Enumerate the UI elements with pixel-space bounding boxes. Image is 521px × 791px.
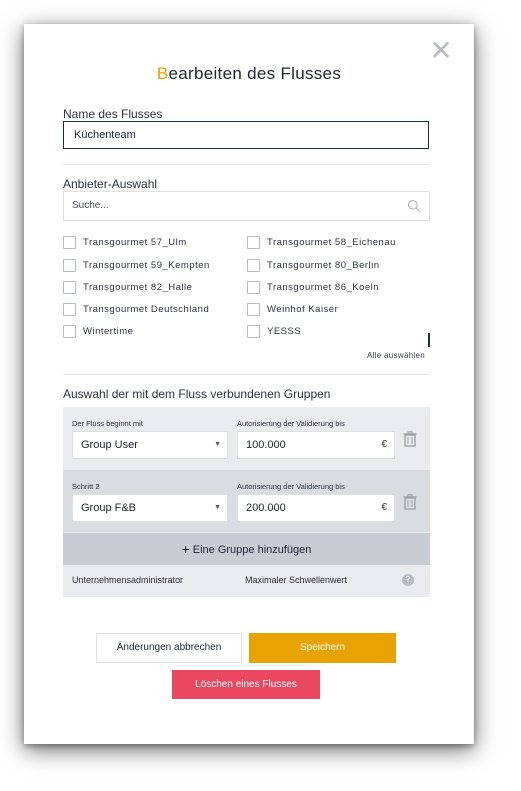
amount-label: Autorisierung der Validierung bis [237,419,345,428]
group-select[interactable] [72,494,228,522]
vendor-label: Weinhof Kaiser [267,303,339,315]
vendor-label: Wintertime [83,325,134,337]
chevron-down-icon: ▼ [214,504,221,511]
close-icon[interactable]: ✕ [429,35,453,66]
vendor-item[interactable] [63,302,209,316]
add-group-button[interactable] [63,533,430,565]
title-rest: earbeiten des Flusses [168,64,342,83]
amount-input[interactable] [237,494,395,522]
cancel-button[interactable]: Änderungen abbrechen [96,633,242,663]
checkbox[interactable] [247,236,260,249]
vendor-search-placeholder: Suche... [72,200,109,211]
vendor-item[interactable] [247,302,338,316]
flow-name-input[interactable]: Küchenteam [63,121,429,149]
trash-icon[interactable] [403,431,417,447]
checkbox[interactable] [63,303,76,316]
vendor-item[interactable] [63,235,187,249]
amount-label: Autorisierung der Validierung bis [237,482,345,491]
help-icon[interactable]: ? [402,574,414,586]
vendor-item[interactable] [247,324,301,338]
amount-value: 100.000 [246,439,286,451]
vendor-label: YESSS [267,325,302,337]
divider [63,164,430,165]
add-group-label: Eine Gruppe hinzufügen [192,544,312,556]
delete-flow-button[interactable]: Löschen eines Flusses [172,670,320,699]
vendor-item[interactable] [247,235,396,249]
vendor-label: Transgourmet 86_Koeln [267,281,380,293]
vendor-label: Transgourmet 57_Ulm [83,236,187,248]
groups-label: Auswahl der mit dem Fluss verbundenen Gruppen [63,387,331,401]
vendor-selection-label: Anbieter-Auswahl [63,177,158,191]
checkbox[interactable] [247,259,260,272]
amount-value: 200.000 [246,502,286,514]
vendor-list [63,232,431,348]
max-threshold-label: Maximaler Schwellenwert [245,575,348,585]
trash-icon[interactable] [403,494,417,510]
checkbox[interactable] [63,236,76,249]
vendor-item[interactable] [63,280,192,294]
vendor-item[interactable] [63,258,210,272]
select-all-link[interactable]: Alle auswählen [367,351,426,360]
search-icon [407,199,421,213]
group-select-value: Group User [81,439,138,451]
group-select-value: Group F&B [81,502,137,514]
vendor-label: Transgourmet Deutschland [83,303,210,315]
groups-footer-row [63,565,430,597]
groups-panel [63,407,430,597]
currency-symbol: € [381,439,387,450]
group-row [63,470,430,532]
chevron-down-icon: ▼ [214,441,221,448]
checkbox[interactable] [63,259,76,272]
vendor-label: Transgourmet 59_Kempten [83,259,210,271]
vendor-label: Transgourmet 82_Halle [83,281,193,293]
title-first-letter: B [156,64,169,83]
step-label: Der Fluss beginnt mit [72,419,143,428]
vendor-label: Transgourmet 58_Eichenau [267,236,396,248]
vendor-search-input[interactable] [63,191,430,221]
amount-input[interactable] [237,431,395,459]
vendor-list-scrollbar[interactable] [428,333,430,347]
checkbox[interactable] [247,325,260,338]
step-label: Schritt 2 [72,482,100,491]
divider [63,374,430,375]
company-admin-label: Unternehmensadministrator [72,575,184,585]
vendor-item[interactable] [247,280,379,294]
checkbox[interactable] [247,281,260,294]
group-select[interactable] [72,431,228,459]
currency-symbol: € [381,502,387,513]
modal-title [24,64,474,84]
save-button[interactable]: Speichern [249,633,396,663]
vendor-label: Transgourmet 80_Berlin [267,259,380,271]
flow-name-label: Name des Flusses [63,107,163,121]
checkbox[interactable] [247,303,260,316]
checkbox[interactable] [63,281,76,294]
edit-flow-modal [24,24,474,744]
plus-icon: + [181,541,190,557]
vendor-item[interactable] [63,324,133,338]
checkbox[interactable] [63,325,76,338]
vendor-item[interactable] [247,258,380,272]
group-row [63,407,430,469]
